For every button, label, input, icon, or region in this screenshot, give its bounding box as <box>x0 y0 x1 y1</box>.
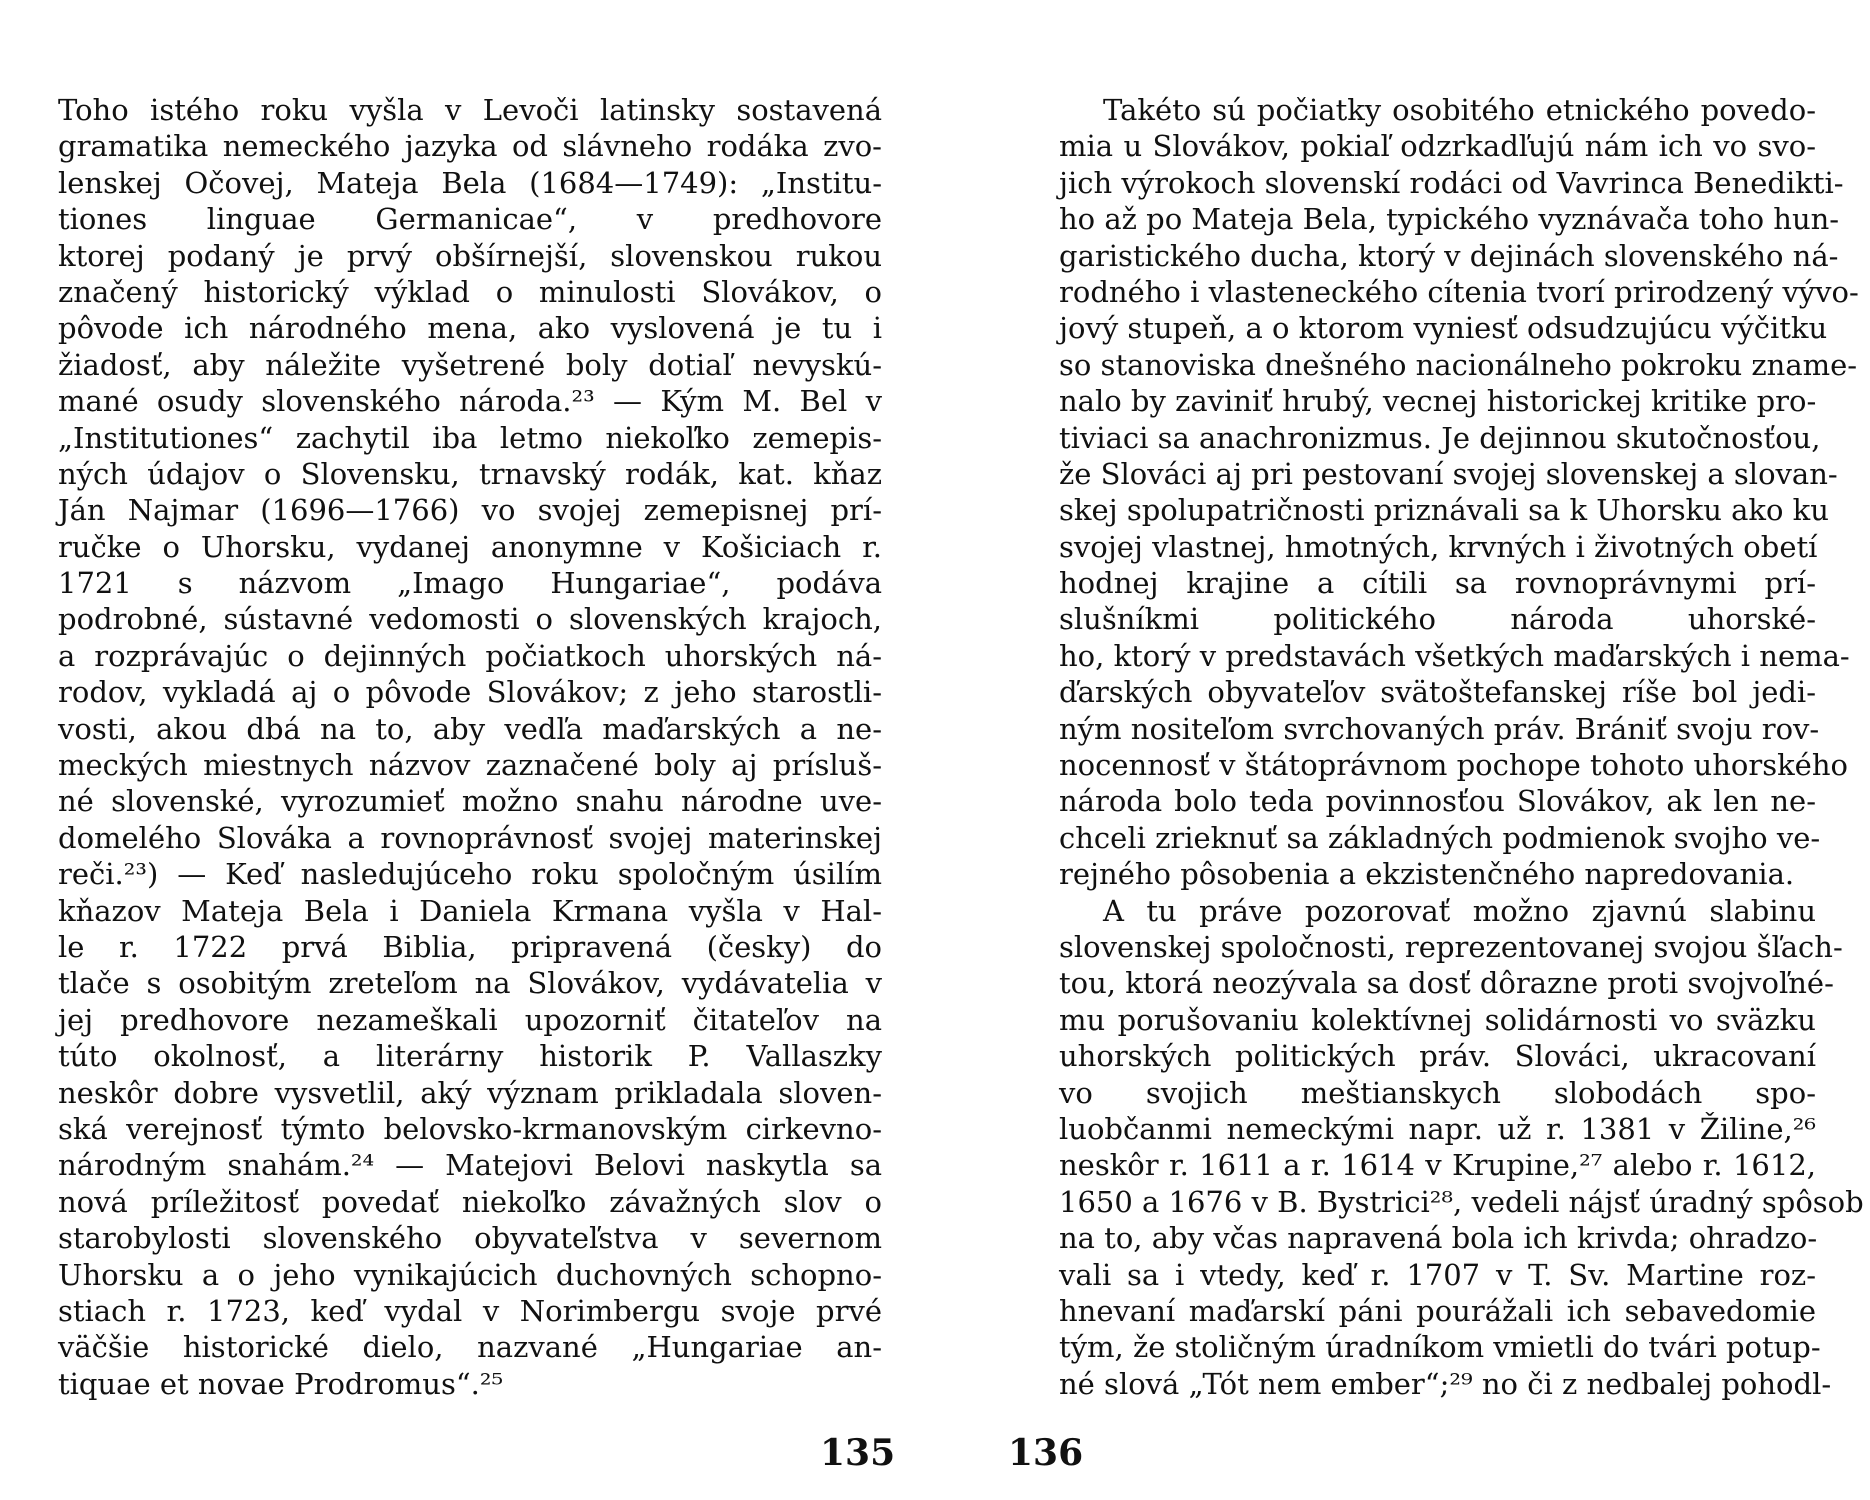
text-line: pôvode ich národného mena, ako vyslovená je tu i <box>58 311 882 346</box>
text-line: rodov, vykladá aj o pôvode Slovákov; z jeho starostli- <box>58 675 882 710</box>
text-line: vali sa i vtedy, keď r. 1707 v T. Sv. Martine roz- <box>1059 1257 1816 1292</box>
text-line: meckých miestnych názvov zaznačené boly aj prísluš- <box>58 748 882 783</box>
text-line: ská verejnosť týmto belovsko-krmanovským cirkevno- <box>58 1111 882 1146</box>
text-line: lenskej Očovej, Mateja Bela (1684—1749): „Institu- <box>58 165 882 200</box>
text-line: ho, ktorý v predstavách všetkých maďarských i nema- <box>1059 638 1850 673</box>
text-line: ktorej podaný je prvý obšírnejší, slovenskou rukou <box>58 238 882 273</box>
text-line: podrobné, sústavné vedomosti o slovenských krajoch, <box>58 602 882 637</box>
text-line: mia u Slovákov, pokiaľ odzrkadľujú nám ich vo svo- <box>1059 129 1816 164</box>
text-line: garistického ducha, ktorý v dejinách slovenského ná- <box>1059 238 1839 273</box>
text-line: Toho istého roku vyšla v Levoči latinsky sostavená <box>58 93 882 127</box>
right-page <box>1059 92 1864 1402</box>
text-line: žiadosť, aby náležite vyšetrené boly dotiaľ nevyskú- <box>58 347 882 382</box>
text-line: slovenskej spoločnosti, reprezentovanej svojou šľach- <box>1059 929 1843 964</box>
text-line: svojej vlastnej, hmotných, krvných i životných obetí <box>1059 529 1818 564</box>
text-line: skej spolupatričnosti priznávali sa k Uhorsku ako ku <box>1059 493 1829 528</box>
text-line: luobčanmi nemeckými napr. už r. 1381 v Žiline,²⁶ <box>1059 1111 1816 1146</box>
text-line: stiach r. 1723, keď vydal v Norimbergu svoje prvé <box>58 1293 882 1328</box>
text-line: národa bolo teda povinnosťou Slovákov, ak len ne- <box>1059 784 1816 819</box>
text-line: neskôr dobre vysvetlil, aký význam prikladala sloven- <box>58 1075 882 1110</box>
text-line: Takéto sú počiatky osobitého etnického povedo- <box>1103 93 1816 127</box>
text-line: národným snahám.²⁴ — Matejovi Belovi naskytla sa <box>58 1148 882 1183</box>
text-line: rodného i vlasteneckého cítenia tvorí prirodzený vývo- <box>1059 274 1859 309</box>
text-line: chceli zrieknuť sa základných podmienok svojho ve- <box>1059 820 1821 855</box>
page-number-right: 136 <box>1008 1432 1084 1474</box>
text-line: 1721 s názvom „Imago Hungariae“, podáva <box>58 566 882 601</box>
text-line: vosti, akou dbá na to, aby vedľa maďarských a ne- <box>58 711 882 746</box>
text-line: uhorských politických práv. Slováci, ukracovaní <box>1059 1039 1816 1074</box>
text-line: ných údajov o Slovensku, trnavský rodák, kat. kňaz <box>58 456 882 491</box>
text-line: väčšie historické dielo, nazvané „Hungariae an- <box>58 1330 882 1365</box>
text-line: Ján Najmar (1696—1766) vo svojej zemepisnej prí- <box>58 493 882 528</box>
text-line: ho až po Mateja Bela, typického vyznávača toho hun- <box>1059 202 1840 237</box>
text-line: jový stupeň, a o ktorom vyniesť odsudzujúcu výčitku <box>1059 311 1828 346</box>
page-number-left: 135 <box>820 1432 896 1474</box>
text-line: ručke o Uhorsku, vydanej anonymne v Košiciach r. <box>58 529 882 564</box>
text-line: hodnej krajine a cítili sa rovnoprávnymi prí- <box>1059 566 1816 601</box>
text-line: reči.²³) — Keď nasledujúceho roku spoločným úsilím <box>58 857 882 892</box>
text-line: tým, že stoličným úradníkom vmietli do tvári potup- <box>1059 1330 1821 1365</box>
text-line: tiviaci sa anachronizmus. Je dejinnou skutočnosťou, <box>1059 420 1821 455</box>
text-line: túto okolnosť, a literárny historik P. Vallaszky <box>58 1039 882 1074</box>
text-line: tlače s osobitým zreteľom na Slovákov, vydávatelia v <box>58 966 882 1001</box>
text-line: jich výrokoch slovenskí rodáci od Vavrinca Benedikti- <box>1059 165 1844 200</box>
text-line: mu porušovaniu kolektívnej solidárnosti vo sväzku <box>1059 1002 1816 1037</box>
text-line: mané osudy slovenského národa.²³ — Kým M. Bel v <box>58 384 882 419</box>
text-line: vo svojich meštianskych slobodách spo- <box>1059 1075 1816 1110</box>
left-page <box>58 92 882 1402</box>
text-line: slušníkmi politického národa uhorské- <box>1059 602 1816 637</box>
text-line: so stanoviska dnešného nacionálneho pokroku zname- <box>1059 347 1858 382</box>
text-line: nová príležitosť povedať niekoľko závažných slov o <box>58 1184 882 1219</box>
text-line: nalo by zaviniť hrubý, vecnej historickej kritike pro- <box>1059 384 1817 419</box>
text-line: gramatika nemeckého jazyka od slávneho rodáka zvo- <box>58 129 882 164</box>
text-line: neskôr r. 1611 a r. 1614 v Krupine,²⁷ alebo r. 1612, <box>1059 1148 1816 1183</box>
text-line: jej predhovore nezameškali upozorniť čitateľov na <box>58 1002 882 1037</box>
text-line: hnevaní maďarskí páni pourážali ich sebavedomie <box>1059 1293 1816 1328</box>
text-line: a rozprávajúc o dejinných počiatkoch uhorských ná- <box>58 638 882 673</box>
text-line: rejného pôsobenia a ekzistenčného napredovania. <box>1059 857 1795 892</box>
text-line: domelého Slováka a rovnoprávnosť svojej materinskej <box>58 820 882 855</box>
text-line: 1650 a 1676 v B. Bystrici²⁸, vedeli nájsť úradný spôsob <box>1059 1184 1864 1219</box>
text-line: na to, aby včas napravená bola ich krivda; ohradzo- <box>1059 1221 1818 1256</box>
text-line: A tu práve pozorovať možno zjavnú slabinu <box>1103 893 1816 928</box>
text-line: ným nositeľom svrchovaných práv. Brániť svoju rov- <box>1059 711 1820 746</box>
text-line: tou, ktorá neozývala sa dosť dôrazne proti svojvoľné- <box>1059 966 1834 1001</box>
text-line: tiones linguae Germanicae“, v predhovore <box>58 202 882 237</box>
text-line: kňazov Mateja Bela i Daniela Krmana vyšla v Hal- <box>58 893 882 928</box>
text-line: nocennosť v štátoprávnom pochope tohoto uhorského <box>1059 748 1848 783</box>
text-line: značený historický výklad o minulosti Slovákov, o <box>58 274 882 309</box>
text-line: že Slováci aj pri pestovaní svojej slovenskej a slovan- <box>1059 456 1838 491</box>
text-line: né slová „Tót nem ember“;²⁹ no či z nedbalej pohodl- <box>1059 1366 1832 1401</box>
text-line: „Institutiones“ zachytil iba letmo niekoľko zemepis- <box>58 420 882 455</box>
text-line: né slovenské, vyrozumieť možno snahu národne uve- <box>58 784 882 819</box>
text-line: starobylosti slovenského obyvateľstva v severnom <box>58 1221 882 1256</box>
text-line: ďarských obyvateľov svätoštefanskej ríše bol jedi- <box>1059 675 1816 710</box>
text-line: le r. 1722 prvá Biblia, pripravená (česky) do <box>58 929 882 964</box>
text-line: Uhorsku a o jeho vynikajúcich duchovných schopno- <box>58 1257 882 1292</box>
text-line: tiquae et novae Prodromus“.²⁵ <box>58 1366 504 1401</box>
